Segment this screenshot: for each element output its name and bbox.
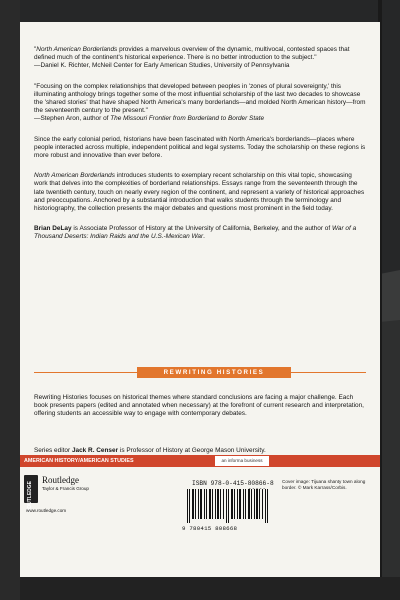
quote-richter (34, 46, 366, 71)
series-editor-prefix: Series editor (34, 447, 72, 454)
description-paragraph-1: Since the early colonial period, historians have been fascinated with North America's borderlands—places where people interacted across multiple, independent political and legal systems. Today the scholarship on these regions is more robust and innovative than ever before. (34, 135, 366, 160)
series-editor-rest: is Professor of History at George Mason University. (118, 447, 266, 454)
category-bar (20, 455, 380, 467)
barcode-number: 9 780415 808668 (182, 525, 238, 532)
category-label: AMERICAN HISTORY/AMERICAN STUDIES (24, 458, 134, 464)
attribution-prefix: —Stephen Aron, author of (34, 115, 111, 123)
publisher-footer (20, 467, 380, 577)
author-bio-text: is Associate Professor of History at the University of California, Berkeley, and the author of (71, 225, 332, 233)
informa-badge: an informa business (215, 456, 269, 466)
quote-body: provides a marvelous overview of the dynamic, multivocal, contested spaces that defined much of the continent's historical experience. There is no better introduction to the subject." (34, 46, 350, 62)
description-body: introduces students to exemplary recent scholarship on this vital topic, showcasing work that delves into the complexities of borderland relationships. Essays range from the seventeenth through the late twentieth century, touch on nearly every region of the continent, and represent a variety of historical approaches and preoccupations. Anchored by a substantial introduction that walks students through the terminology and historiography, the collection presents the major debates and questions most prominent in the field today. (34, 172, 365, 213)
quote-aron-text: "Focusing on the complex relationships that developed between peoples in 'zones of plural sovereignty,' this illuminating anthology brings together some of the most influential scholarship of the last two decades to showcase the 'shared stories' that have shaped North America's many borderlands—and molded North American history—from the seventeenth century to the present." (34, 82, 366, 115)
quote-aron (34, 83, 366, 124)
book-title-ref: North American Borderlands (36, 46, 118, 53)
author-name: Brian DeLay (34, 225, 72, 233)
quote-richter-attribution: —Daniel K. Richter, McNeil Center for Early American Studies, University of Pennsylvania (34, 62, 290, 70)
author-bio-end: . (203, 233, 205, 241)
series-editor (34, 447, 366, 454)
series-description: Rewriting Histories focuses on historical themes where standard conclusions are facing a major challenge. Each book presents papers (edited and annotated when necessary) at the forefront of current research and interpretation, offering students an accessible way to engage with contemporary debates. (34, 394, 364, 418)
routledge-logo-icon (24, 475, 38, 513)
description-paragraph-2 (34, 172, 366, 213)
isbn-text: ISBN 978-0-415-80866-8 (192, 480, 274, 487)
series-editor-name: Jack R. Censer (71, 447, 119, 454)
logo-text: ROUTLEDGE (27, 481, 33, 513)
quote-richter-text: "North American Borderlands provides a marvelous overview of the dynamic, multivocal, contested spaces that defined much of the continent's historical experience. There is no better introduction to the subject." (34, 46, 350, 62)
author-bio (34, 225, 366, 241)
publisher-website: www.routledge.com (26, 508, 67, 513)
barcode-graphic (185, 489, 275, 525)
series-label: REWRITING HISTORIES (137, 367, 291, 378)
publisher-group: Taylor & Francis Group (42, 486, 89, 491)
author-book-title: War of a Thousand Deserts: Indian Raids and the U.S.-Mexican War (34, 225, 357, 241)
publisher-name: Routledge (42, 475, 79, 485)
cover-credit: Cover image: Tijuana shanty town along border. © Mark Karrass/Corbis. (282, 479, 366, 491)
attribution-book-title: The Missouri Frontier from Borderland to Border State (110, 115, 265, 123)
blurb-text (34, 46, 366, 254)
book-title-ref: North American Borderlands (34, 172, 115, 180)
quote-aron-attribution (34, 115, 366, 123)
